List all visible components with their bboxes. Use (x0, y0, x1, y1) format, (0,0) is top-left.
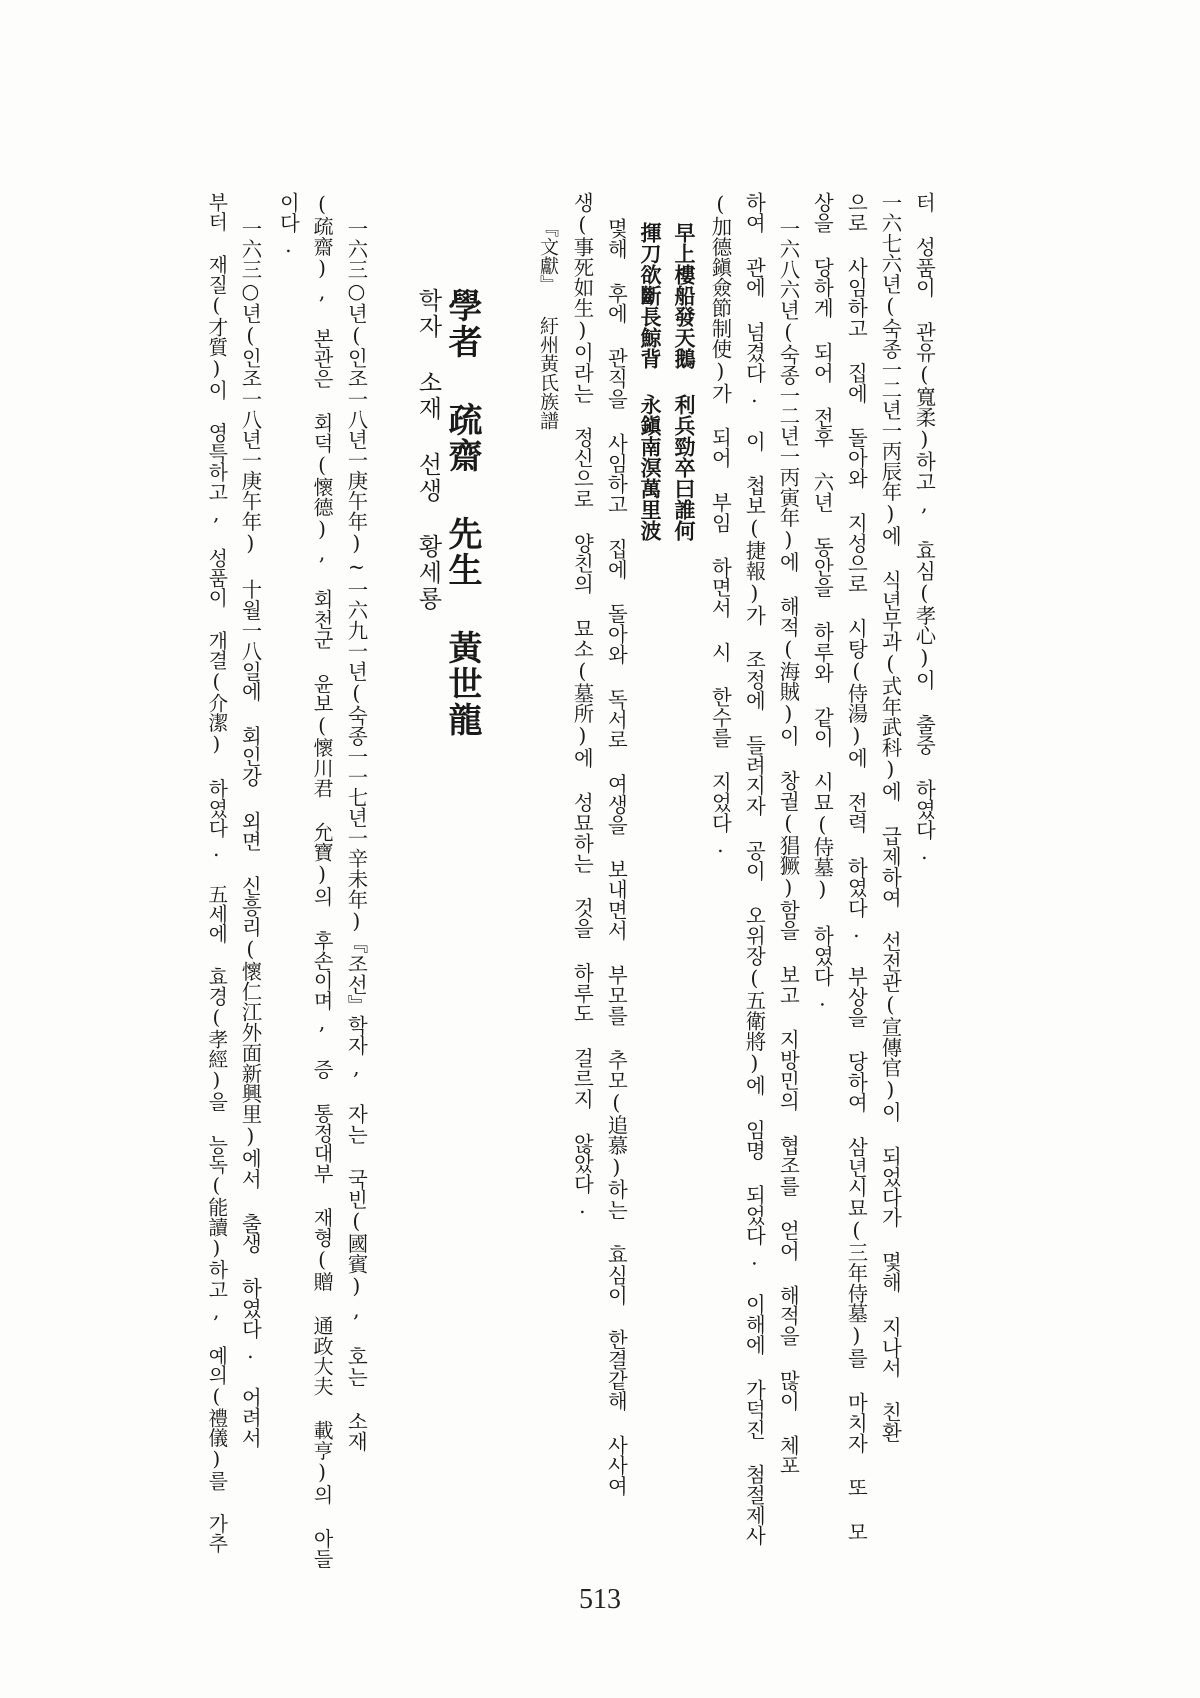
text-column-4: 상을 당하게 되어 전후 六년 동안을 하루와 같이 시묘(侍墓) 하였다. (810, 192, 835, 1011)
text-column-5: 一六八六년(숙종一二년一丙寅年)에 해적(海賊)이 창궐(猖獗)함을 보고 지방민의 협조를 얻어 해적을 많이 체포 (776, 218, 801, 1476)
text-column-11: (疏齋), 본관은 회덕(懷德), 회천군 윤보(懷川君 允寶)의 후손이며, 증 통정대부 재형(贈 通政大夫 載亨)의 아들 (310, 192, 335, 1569)
poem-line-2: 揮刀欲斷長鯨背 永鎭南溟萬里波 (638, 222, 663, 541)
text-column-12: 이다. (276, 192, 301, 257)
text-column-14: 부터 재질(才質)이 영특하고, 성품이 개결(介潔) 하였다. 五세에 효경(孝經)을 능독(能讀)하고, 예의(禮儀)를 가추 (204, 192, 228, 1554)
text-column-7: (加德鎭僉節制使)가 되어 부임 하면서 시 한수를 지었다. (708, 192, 733, 857)
section-heading-hanja: 學者 疏齋 先生 黃世龍 (442, 288, 482, 738)
page-number: 513 (579, 1584, 621, 1615)
poem-line-1: 早上樓船發天鵝 利兵勁卒曰誰何 (672, 222, 697, 541)
text-column-2: 一六七六년(숙종一二년一丙辰年)에 식년무과(式年武科)에 급제하여 선전관(宣傳官)이 되었다가 몇해 지나서 친환 (878, 192, 903, 1443)
text-column-8: 몇해 후에 관직을 사임하고 집에 돌아와 독서로 여생을 보내면서 부모를 추모(追慕)하는 효심이 한결같해 사사여 (604, 218, 629, 1496)
text-column-3: 으로 사임하고 집에 돌아와 지성으로 시탕(侍湯)에 전력 하였다. 부상을 당하여 삼년시묘(三年侍墓)를 마치자 또 모 (844, 192, 869, 1542)
text-column-6: 하여 관에 넘겼다. 이 첩보(捷報)가 조정에 들려지자 공이 오위장(五衛將)에 임명 되었다. 이해에 가덕진 첨절제사 (742, 192, 767, 1546)
text-column-1: 터 성품이 관유(寬柔)하고, 효심(孝心)이 출중 하였다. (912, 192, 937, 864)
text-column-10: 一六三○년(인조一八년一庚午年)~一六九一년(숙종一一七년一辛未年)『조선』학자, 자는 국빈(國賓), 호는 소재 (344, 218, 369, 1452)
text-column-13: 一六三○년(인조一八년一庚午年) 十월一八일에 회인강 외면 신흥리(懷仁江外面新興里)에서 출생 하였다. 어려서 (238, 218, 263, 1448)
source-citation: 『文獻』 紆州黃氏族譜 (537, 218, 559, 430)
text-column-9: 생(事死如生)이라는 정신으로 양친의 묘소(墓所)에 성묘하는 것을 하루도 걸르지 않았다. (570, 192, 595, 1218)
section-heading-hangul: 학자 소재 선생 황세룡 (414, 288, 442, 612)
